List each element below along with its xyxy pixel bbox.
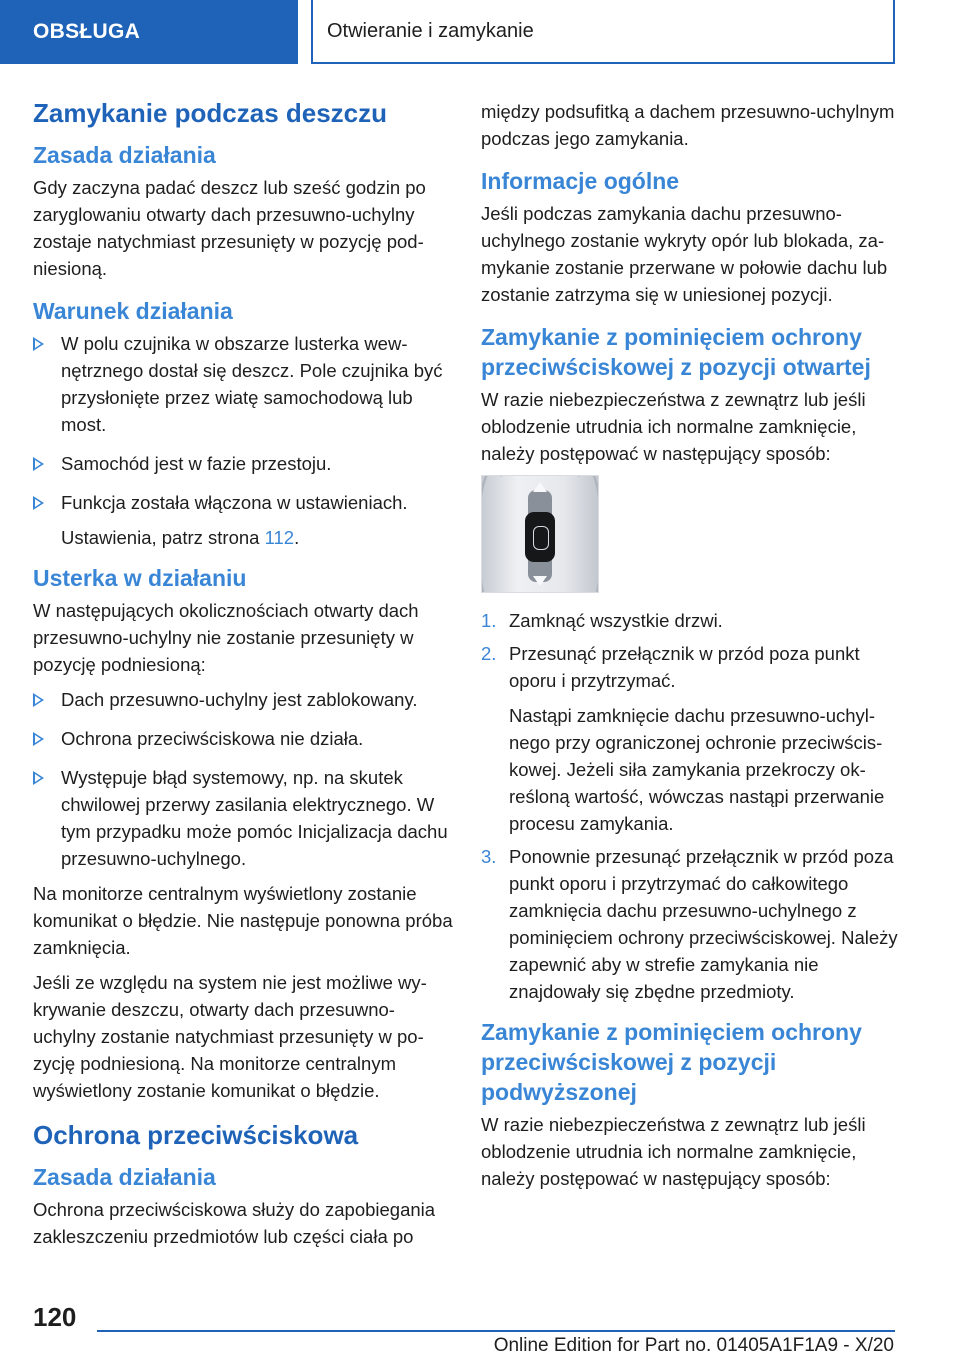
list-item: W polu czujnika w obszarze lusterka wewnętrznego dostał się deszcz. Pole czujnika być przysłonięte przez wiatę samochodową lub most. (33, 330, 453, 438)
edition-footer: Online Edition for Part no. 01405A1F1A9 - X/20 (493, 1335, 894, 1356)
triangle-bullet-icon (33, 457, 44, 471)
heading-condition: Warunek działania (33, 298, 233, 324)
steps-list (481, 607, 901, 1005)
settings-reference: Ustawienia, patrz strona 112. (61, 527, 300, 548)
heading-override-raised: Zamykanie z pominięciem ochrony przeciwściskowej z pozycji podwyższonej (481, 1019, 862, 1105)
paragraph-fault-message: Na monitorze centralnym wyświetlony zostanie komunikat o błędzie. Nie następuje ponowna próba zamknięcia. (33, 883, 453, 958)
step-number: 3. (481, 846, 497, 867)
page-number: 120 (33, 1302, 77, 1332)
heading-pinch-protection: Ochrona przeciwściskowa (33, 1120, 359, 1150)
step-number: 1. (481, 610, 497, 631)
arrow-down-icon (533, 576, 547, 586)
chapter-header (311, 0, 895, 64)
list-item: Dach przesuwno-uchylny jest zablokowany. (33, 686, 453, 713)
list-item: Funkcja została włączona w ustawieniach. Ustawienia, patrz strona 112. (33, 489, 453, 551)
triangle-bullet-icon (33, 337, 44, 351)
list-item: 2. Przesunąć przełącznik w przód poza punkt oporu i przytrzymać. Nastąpi zamknięcie dachu przesuwno-uchylnego przy ograniczonej ochronie przeciwściskowej. Jeżeli siła zamykania przekroczy określoną wartość, wówczas nastąpi przerwanie procesu zamykania. (481, 640, 901, 837)
faults-list (33, 686, 453, 872)
sunroof-switch-image (481, 475, 599, 593)
list-item: Występuje błąd systemowy, np. na skutek chwilowej przerwy zasilania elektrycznego. W tym przypadku może pomóc Inicjalizacja dachu przesuwno-uchylnego. (33, 764, 453, 872)
section-label: OBSŁUGA (33, 20, 141, 43)
paragraph-override-open: W razie niebezpieczeństwa z zewnątrz lub jeśli oblodzenie utrudnia ich normalne zamknięcie, należy postępować w następujący sposób: (481, 389, 866, 464)
paragraph-override-raised: W razie niebezpieczeństwa z zewnątrz lub jeśli oblodzenie utrudnia ich normalne zamknięcie, należy postępować w następujący sposób: (481, 1114, 866, 1189)
list-item: 3. Ponownie przesunąć przełącznik w przód poza punkt oporu i przytrzymać do całkowitego zamknięcia dachu przesuwno-uchylnego z pominięciem ochrony przeciwściskowej. Należy zapewnić aby w strefie zamykania nie znajdowały się zbędne przedmioty. (481, 843, 901, 1005)
step-number: 2. (481, 643, 497, 664)
step-note: Nastąpi zamknięcie dachu przesuwno-uchylnego przy ograniczonej ochronie przeciwściskowej. Jeżeli siła zamykania przekroczy określoną wartość, wówczas nastąpi przerwanie procesu zamykania. (509, 705, 885, 834)
section-tab (0, 0, 298, 64)
triangle-bullet-icon (33, 771, 44, 785)
triangle-bullet-icon (33, 693, 44, 707)
triangle-bullet-icon (33, 496, 44, 510)
heading-pinch-principle: Zasada działania (33, 1164, 216, 1190)
paragraph-pinch-principle: Ochrona przeciwściskowa służy do zapobiegania zakleszczeniu przedmiotów lub części ciała po (33, 1199, 436, 1247)
chapter-title: Otwieranie i zamykanie (327, 19, 534, 42)
page-link[interactable]: 112 (264, 527, 295, 548)
left-column (33, 96, 453, 1264)
roof-switch-icon (525, 512, 555, 562)
right-column (481, 98, 901, 1206)
arrow-up-icon (533, 482, 547, 492)
heading-fault: Usterka w działaniu (33, 565, 247, 591)
conditions-list (33, 330, 453, 551)
list-item: Samochód jest w fazie przestoju. (33, 450, 453, 477)
heading-principle: Zasada działania (33, 142, 216, 168)
paragraph-fault-detect: Jeśli ze względu na system nie jest możliwe wykrywanie deszczu, otwarty dach przesuwno-uchylny zostanie natychmiast przesunięty w pozycję podniesioną. Na monitorze centralnym wyświetlony zostanie komunikat o błędzie. (33, 972, 427, 1101)
paragraph-fault: W następujących okolicznościach otwarty dach przesuwno-uchylny nie zostanie przesunięty w pozycję podniesioną: (33, 600, 419, 675)
paragraph-continue: między podsufitką a dachem przesuwno-uchylnym podczas jego zamykania. (481, 101, 895, 149)
list-item: 1. Zamknąć wszystkie drzwi. (481, 607, 901, 634)
heading-override-open: Zamykanie z pominięciem ochrony przeciwściskowej z pozycji otwartej (481, 324, 871, 380)
heading-rain-closing: Zamykanie podczas deszczu (33, 98, 388, 128)
paragraph-principle: Gdy zaczyna padać deszcz lub sześć godzin po zaryglowaniu otwarty dach przesuwno-uchylny zostaje natychmiast przesunięty w pozycję podniesioną. (33, 177, 426, 279)
paragraph-general: Jeśli podczas zamykania dachu przesuwno-uchylnego zostanie wykryty opór lub blokada, zamykanie zostanie przerwane w połowie dachu lub zostanie zatrzyma się w uniesionej pozycji. (481, 203, 888, 305)
triangle-bullet-icon (33, 732, 44, 746)
footer-divider (97, 1330, 895, 1332)
list-item: Ochrona przeciwściskowa nie działa. (33, 725, 453, 752)
heading-general: Informacje ogólne (481, 168, 680, 194)
